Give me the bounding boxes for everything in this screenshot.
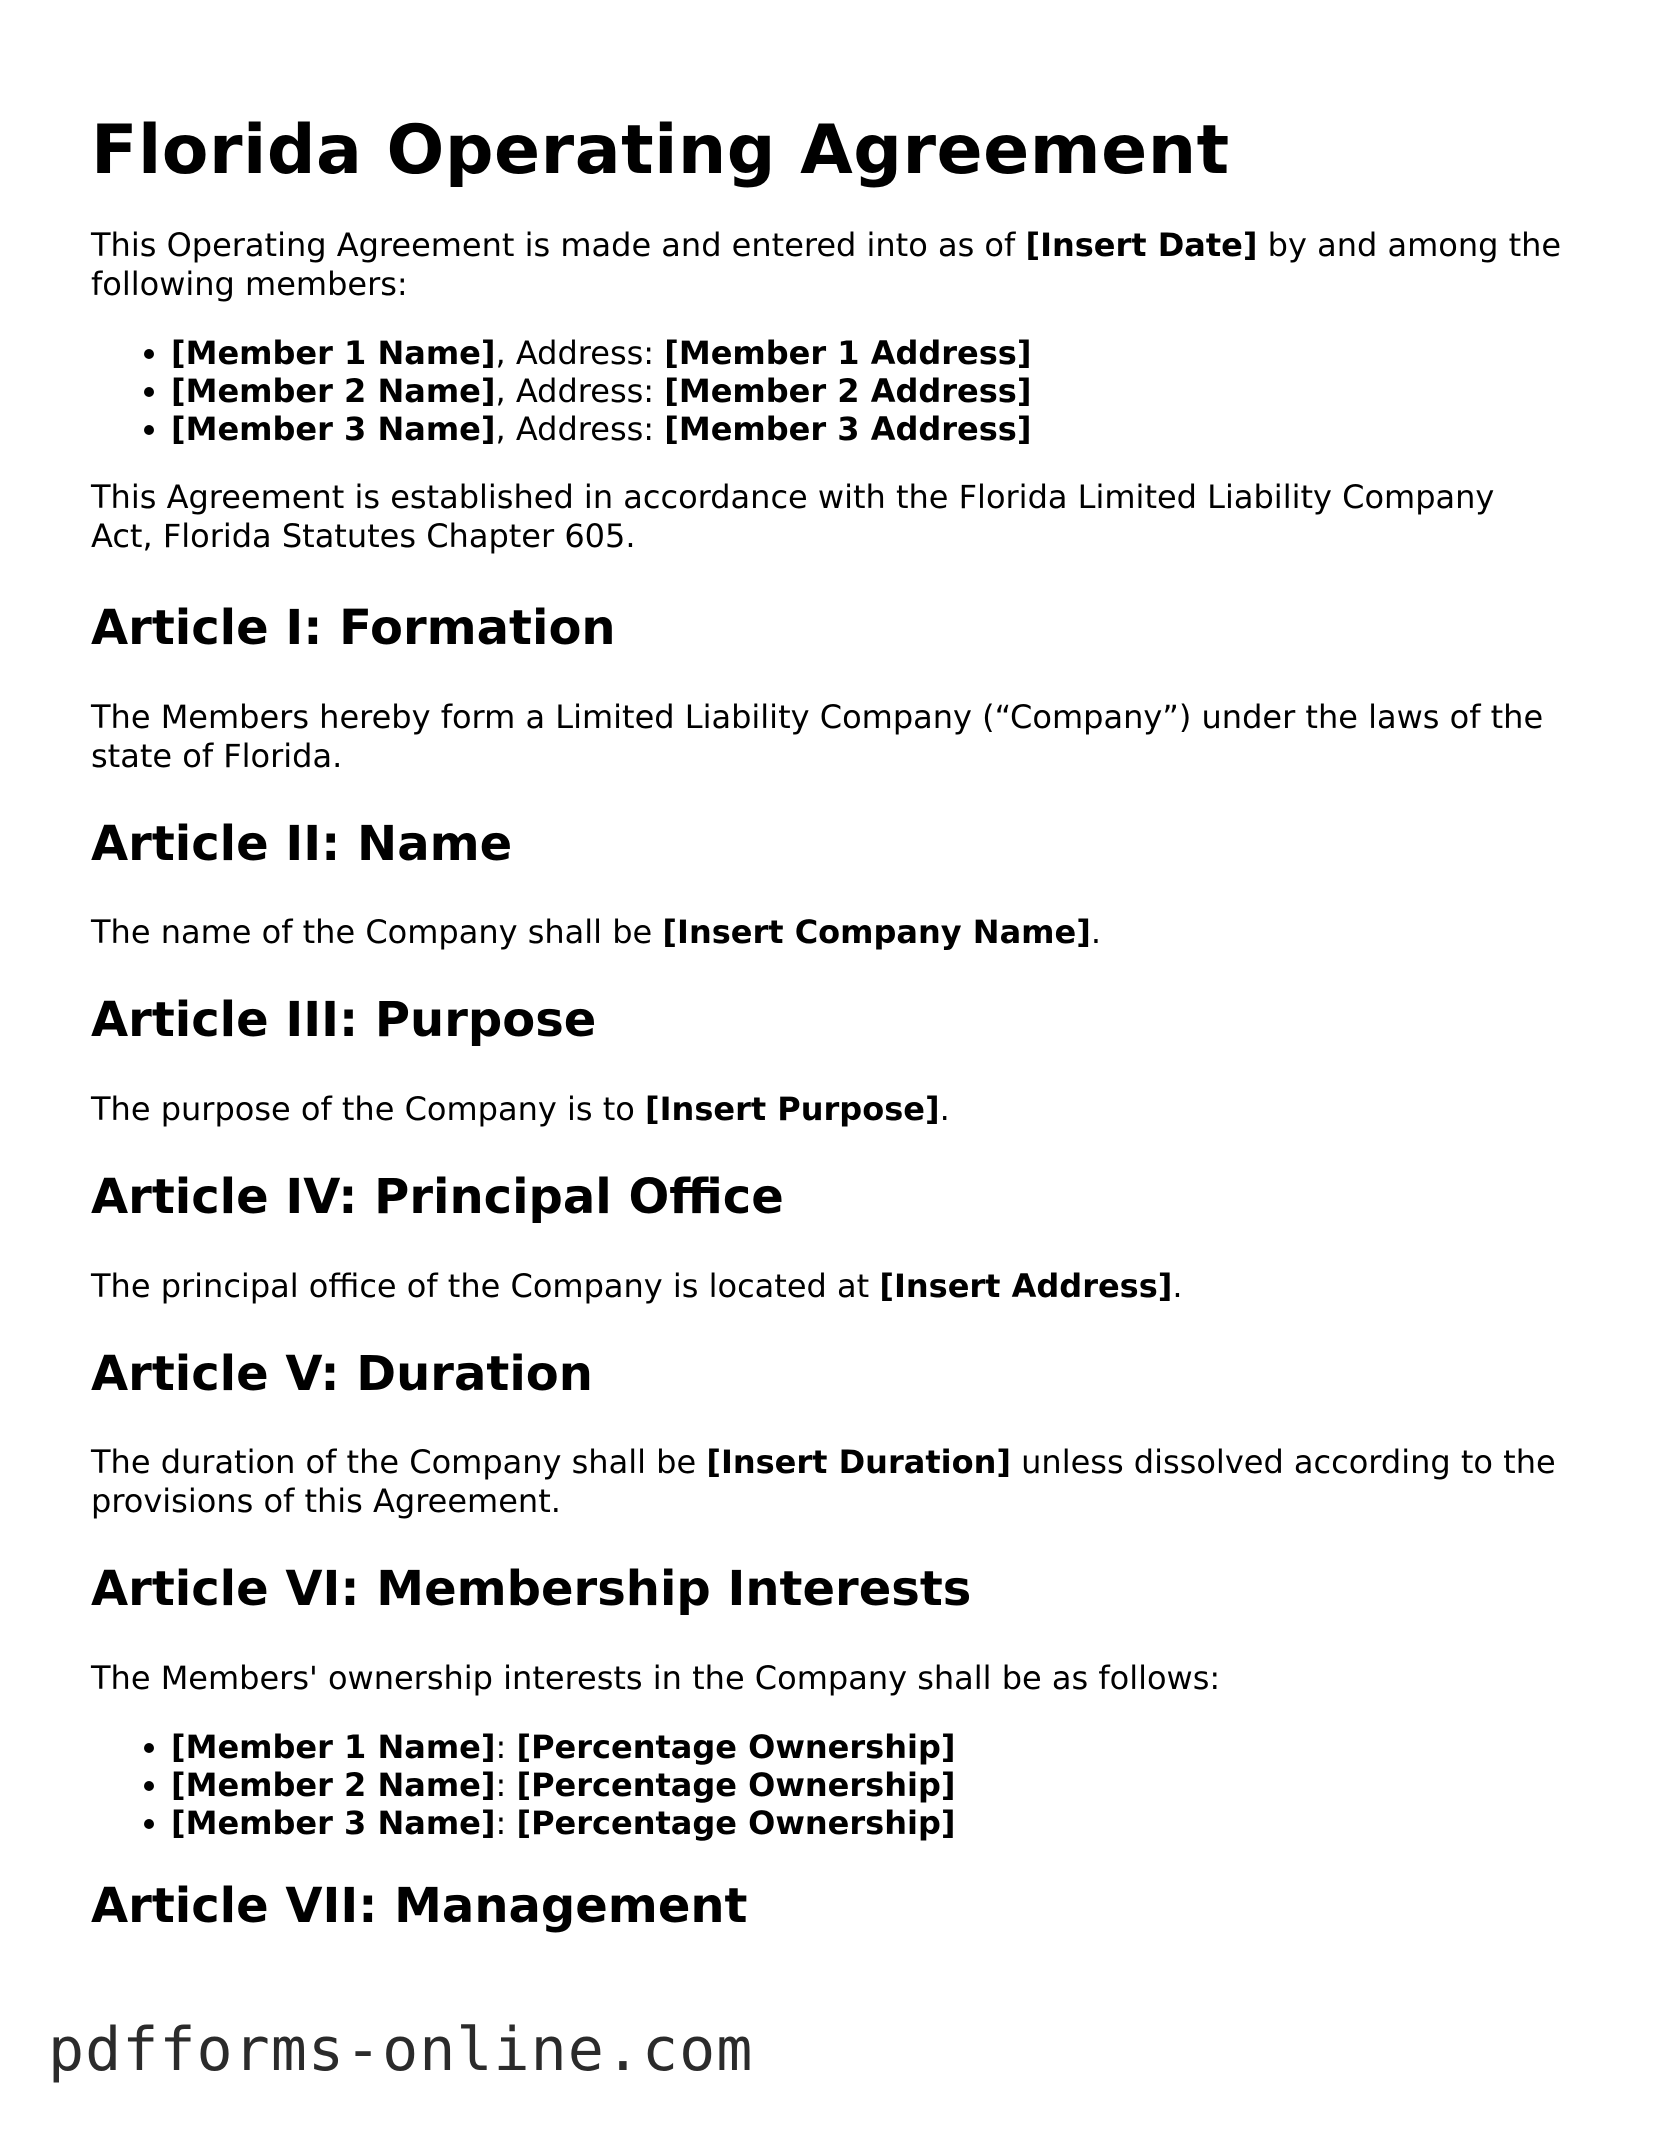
article-5-body <box>91 1443 1564 1521</box>
member-address: [Member 2 Address] <box>664 372 1032 411</box>
article-2-body <box>91 913 1564 952</box>
article-2-text-after: . <box>1090 913 1101 952</box>
member-separator: , Address: <box>495 372 665 411</box>
article-6-body: The Members' ownership interests in the Company shall be as follows: <box>91 1658 1221 1697</box>
duration-placeholder: [Insert Duration] <box>706 1443 1011 1482</box>
intro-paragraph <box>91 226 1564 304</box>
member-separator: , Address: <box>495 334 665 373</box>
ownership-member-name: [Member 2 Name] <box>171 1765 496 1804</box>
article-3-text-after: . <box>939 1089 950 1128</box>
article-5-text-before: The duration of the Company shall be <box>91 1443 707 1482</box>
article-2-text-before: The name of the Company shall be <box>91 913 663 952</box>
member-name: [Member 3 Name] <box>171 410 496 449</box>
article-7-heading: Article VII: Management <box>91 1877 748 1934</box>
article-4-text-after: . <box>1172 1266 1183 1305</box>
article-5-text-after: unless dissolved according to the provisions of this Agreement. <box>91 1443 1556 1521</box>
document-title: Florida Operating Agreement <box>91 111 1230 190</box>
ownership-item <box>171 1804 1564 1842</box>
company-name-placeholder: [Insert Company Name] <box>662 913 1091 952</box>
article-4-heading: Article IV: Principal Office <box>91 1168 784 1225</box>
member-separator: , Address: <box>495 410 665 449</box>
intro-text-before: This Operating Agreement is made and entered into as of <box>91 226 1026 265</box>
purpose-placeholder: [Insert Purpose] <box>645 1089 940 1128</box>
article-5-heading: Article V: Duration <box>91 1345 593 1402</box>
article-3-text-before: The purpose of the Company is to <box>91 1089 645 1128</box>
ownership-separator: : <box>495 1765 517 1804</box>
ownership-item <box>171 1766 1564 1804</box>
article-1-body: The Members hereby form a Limited Liability Company (“Company”) under the laws of the state of Florida. <box>91 697 1544 775</box>
watermark-text: pdfforms-online.com <box>48 2015 754 2085</box>
article-3-body <box>91 1090 1564 1129</box>
date-placeholder: [Insert Date] <box>1025 226 1258 265</box>
ownership-separator: : <box>495 1803 517 1842</box>
member-item <box>171 410 1564 448</box>
member-item <box>171 372 1564 410</box>
ownership-member-name: [Member 3 Name] <box>171 1803 496 1842</box>
ownership-list <box>91 1728 1564 1842</box>
article-6-heading: Article VI: Membership Interests <box>91 1561 972 1618</box>
address-placeholder: [Insert Address] <box>879 1266 1173 1305</box>
member-address: [Member 1 Address] <box>664 334 1032 373</box>
article-2-heading: Article II: Name <box>91 815 513 872</box>
ownership-percentage: [Percentage Ownership] <box>516 1727 956 1766</box>
ownership-item <box>171 1728 1564 1766</box>
intro-text-after: by and among the following members: <box>91 226 1562 304</box>
member-address: [Member 3 Address] <box>664 410 1032 449</box>
act-statement: This Agreement is established in accordance with the Florida Limited Liability Company Act, Florida Statutes Chapter 605. <box>91 478 1495 556</box>
ownership-percentage: [Percentage Ownership] <box>516 1765 956 1804</box>
ownership-percentage: [Percentage Ownership] <box>516 1803 956 1842</box>
member-item <box>171 334 1564 372</box>
member-name: [Member 2 Name] <box>171 372 496 411</box>
article-3-heading: Article III: Purpose <box>91 992 597 1049</box>
ownership-separator: : <box>495 1727 517 1766</box>
ownership-member-name: [Member 1 Name] <box>171 1727 496 1766</box>
members-list <box>91 334 1564 448</box>
article-4-text-before: The principal office of the Company is located at <box>91 1266 880 1305</box>
article-1-heading: Article I: Formation <box>91 600 616 657</box>
member-name: [Member 1 Name] <box>171 334 496 373</box>
article-4-body <box>91 1267 1564 1306</box>
